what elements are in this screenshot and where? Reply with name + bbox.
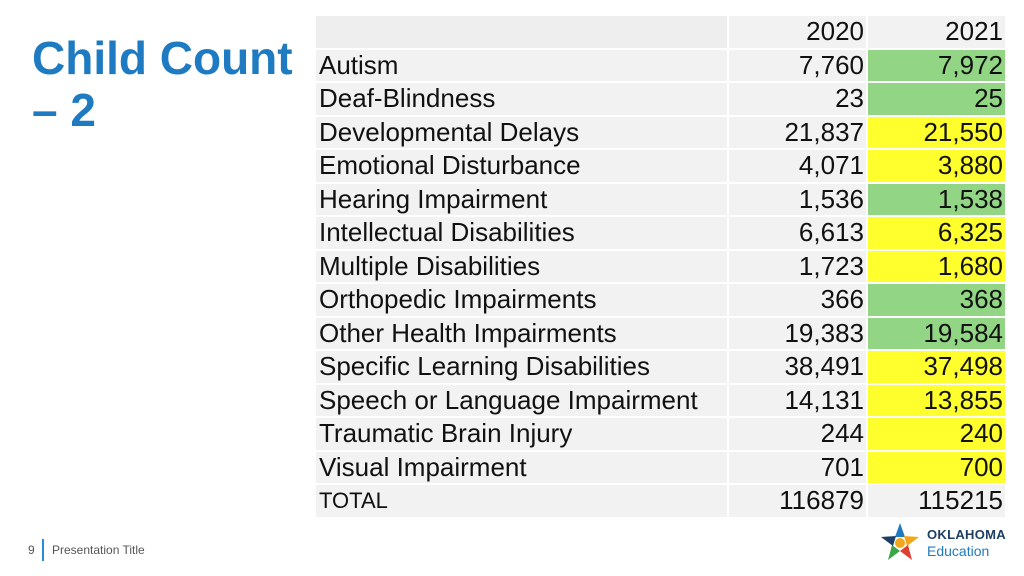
value-2021: 25	[867, 82, 1006, 116]
row-label: Orthopedic Impairments	[316, 283, 728, 317]
slide-title	[32, 32, 312, 136]
row-label: Hearing Impairment	[316, 183, 728, 217]
value-2021: 13,855	[867, 384, 1006, 418]
table-row	[316, 149, 1006, 183]
header-label-cell	[316, 16, 728, 49]
oklahoma-education-logo	[878, 521, 1018, 567]
table-row	[316, 216, 1006, 250]
table-row	[316, 116, 1006, 150]
total-2020: 116879	[728, 484, 867, 518]
value-2021: 368	[867, 283, 1006, 317]
value-2020: 23	[728, 82, 867, 116]
row-label: Specific Learning Disabilities	[316, 350, 728, 384]
value-2020: 244	[728, 417, 867, 451]
value-2020: 4,071	[728, 149, 867, 183]
table-row	[316, 82, 1006, 116]
value-2021: 7,972	[867, 49, 1006, 83]
row-label: Other Health Impairments	[316, 317, 728, 351]
table-row	[316, 250, 1006, 284]
row-label: Emotional Disturbance	[316, 149, 728, 183]
table-row	[316, 183, 1006, 217]
logo-text-education: Education	[927, 543, 990, 559]
total-2021: 115215	[867, 484, 1006, 518]
table-row	[316, 384, 1006, 418]
value-2020: 6,613	[728, 216, 867, 250]
star-logo-icon	[878, 521, 922, 565]
value-2020: 701	[728, 451, 867, 485]
footer-divider	[42, 539, 44, 561]
row-label: Intellectual Disabilities	[316, 216, 728, 250]
value-2020: 14,131	[728, 384, 867, 418]
table-row	[316, 317, 1006, 351]
child-count-table	[316, 16, 1007, 519]
table-row	[316, 417, 1006, 451]
total-row	[316, 484, 1006, 518]
row-label: Speech or Language Impairment	[316, 384, 728, 418]
value-2021: 1,680	[867, 250, 1006, 284]
value-2021: 1,538	[867, 183, 1006, 217]
table-row	[316, 283, 1006, 317]
row-label: Deaf-Blindness	[316, 82, 728, 116]
value-2021: 6,325	[867, 216, 1006, 250]
value-2020: 1,723	[728, 250, 867, 284]
row-label: Autism	[316, 49, 728, 83]
value-2021: 19,584	[867, 317, 1006, 351]
value-2020: 1,536	[728, 183, 867, 217]
value-2021: 240	[867, 417, 1006, 451]
value-2020: 19,383	[728, 317, 867, 351]
table-row	[316, 451, 1006, 485]
slide-title-line2: – 2	[32, 84, 96, 136]
value-2021: 700	[867, 451, 1006, 485]
value-2020: 21,837	[728, 116, 867, 150]
row-label: Traumatic Brain Injury	[316, 417, 728, 451]
value-2020: 38,491	[728, 350, 867, 384]
page-number: 9	[28, 543, 35, 557]
header-2021: 2021	[867, 16, 1006, 49]
header-2020: 2020	[728, 16, 867, 49]
value-2021: 3,880	[867, 149, 1006, 183]
row-label: Visual Impairment	[316, 451, 728, 485]
table-row	[316, 350, 1006, 384]
table-header-row	[316, 16, 1006, 49]
value-2020: 366	[728, 283, 867, 317]
row-label: Developmental Delays	[316, 116, 728, 150]
value-2020: 7,760	[728, 49, 867, 83]
row-label: Multiple Disabilities	[316, 250, 728, 284]
logo-text-oklahoma: OKLAHOMA	[927, 527, 1006, 542]
slide-title-line1: Child Count	[32, 32, 293, 84]
table-row	[316, 49, 1006, 83]
value-2021: 37,498	[867, 350, 1006, 384]
value-2021: 21,550	[867, 116, 1006, 150]
footer-presentation-title: Presentation Title	[52, 543, 145, 557]
total-label: TOTAL	[316, 484, 728, 518]
